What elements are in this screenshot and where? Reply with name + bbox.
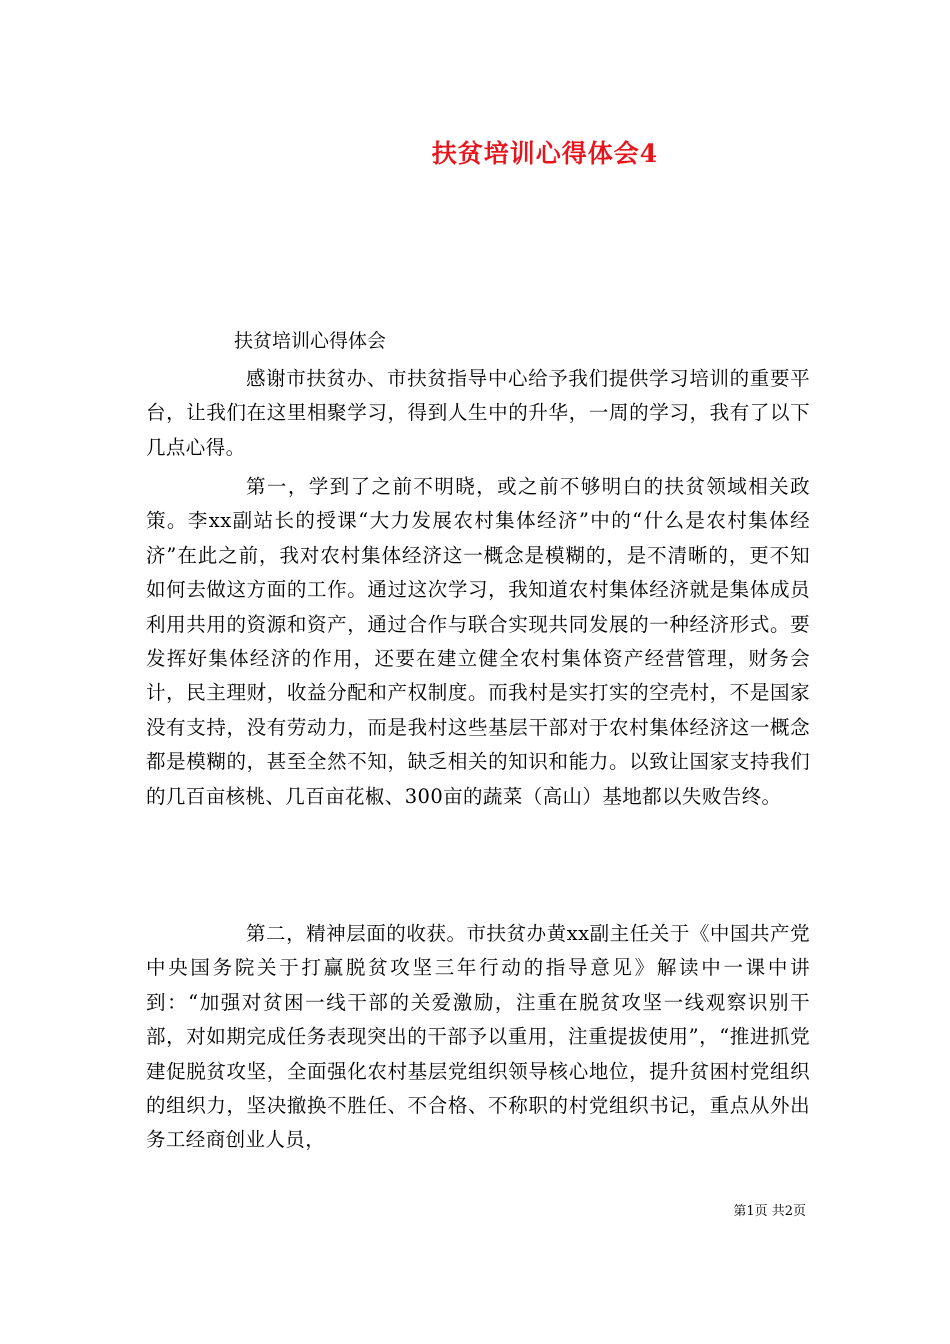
document-title: 扶贫培训心得体会4 — [431, 139, 659, 168]
paragraph-first-point: 第一，学到了之前不明晓，或之前不够明白的扶贫领域相关政策。李xx副站长的授课“大力发展农村集体经济”中的“什么是农村集体经济”在此之前，我对农村集体经济这一概念是模糊的，是不清晰的，更不知如何去做这方面的工作。通过这次学习，我知道农村集体经济就是集体成员利用共用的资源和资产，通过合作与联合实现共同发展的一种经济形式。要发挥好集体经济的作用，还要在建立健全农村集体资产经营管理，财务会计，民主理财，收益分配和产权制度。而我村是实打实的空壳村，不是国家没有支持，没有劳动力，而是我村这些基层干部对于农村集体经济这一概念都是模糊的，甚至全然不知，缺乏相关的知识和能力。以致让国家支持我们的几百亩核桃、几百亩花椒、300亩的蔬菜（高山）基地都以失败告终。 — [146, 475, 810, 808]
document-subtitle: 扶贫培训心得体会 — [234, 330, 387, 352]
page-number-footer: 第1页 共2页 — [733, 1204, 806, 1219]
paragraph-intro: 感谢市扶贫办、市扶贫指导中心给予我们提供学习培训的重要平台，让我们在这里相聚学习，得到人生中的升华，一周的学习，我有了以下几点心得。 — [146, 367, 810, 459]
paragraph-second-point: 第二，精神层面的收获。市扶贫办黄xx副主任关于《中国共产党中央国务院关于打赢脱贫攻坚三年行动的指导意见》解读中一课中讲到：“加强对贫困一线干部的关爱激励，注重在脱贫攻坚一线观察识别干部，对如期完成任务表现突出的干部予以重用，注重提拔使用”，“推进抓党建促脱贫攻坚，全面强化农村基层党组织领导核心地位，提升贫困村党组织的组织力，坚决撤换不胜任、不合格、不称职的村党组织书记，重点从外出务工经商创业人员， — [146, 922, 810, 1152]
